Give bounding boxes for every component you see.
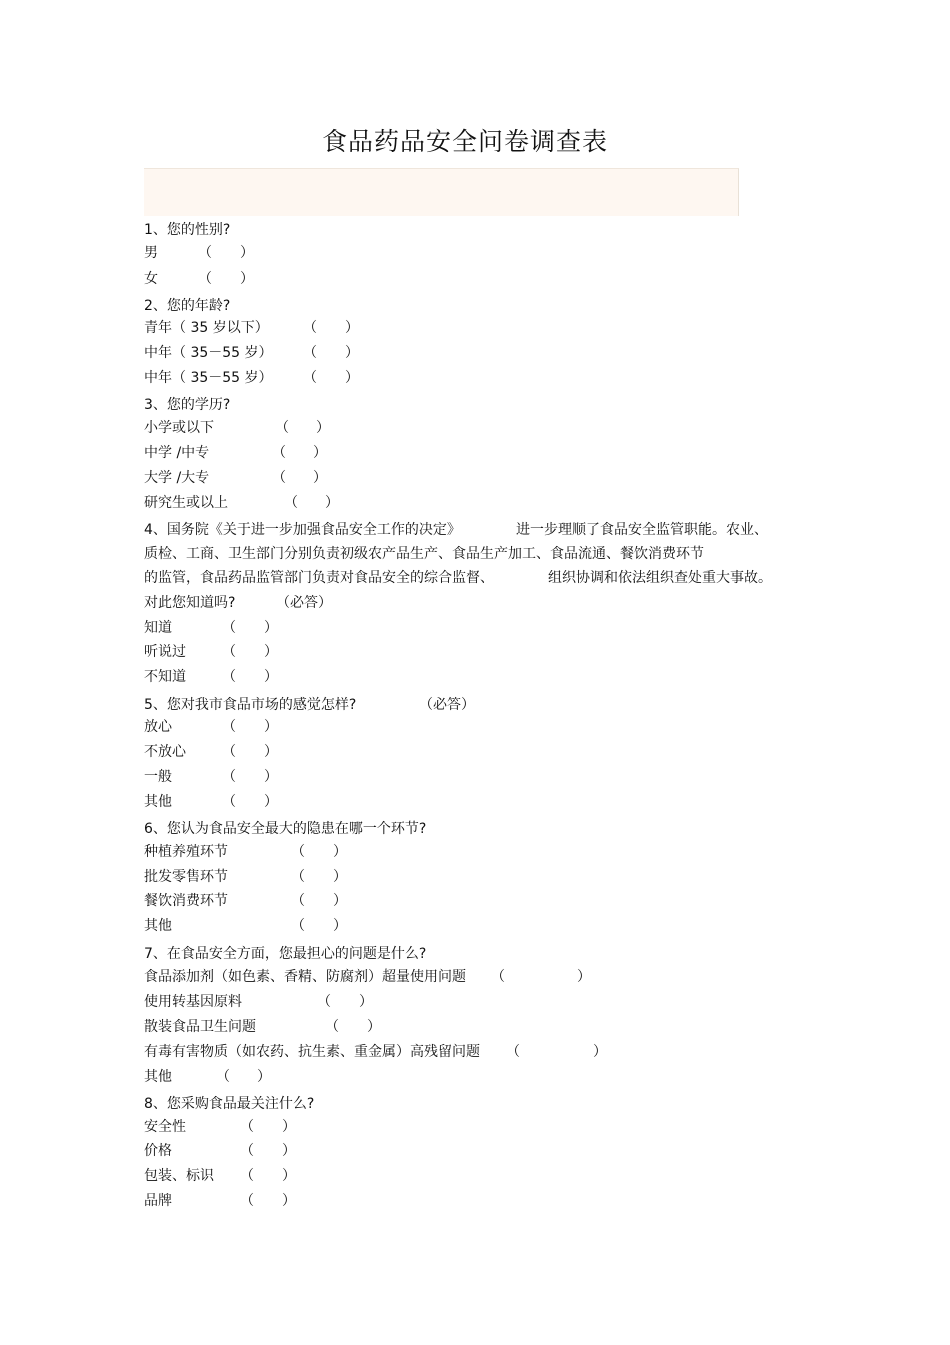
answer-blank-open: （ <box>222 669 236 685</box>
answer-blank-close: ） <box>333 918 347 934</box>
option-q8-4: 品牌 <box>144 1193 172 1209</box>
question-1: 1、您的性别? <box>144 222 231 238</box>
question-3: 3、您的学历? <box>144 397 231 413</box>
answer-blank-close: ） <box>313 470 327 486</box>
answer-blank-open: （ <box>222 620 236 636</box>
answer-blank-close: ） <box>359 994 373 1010</box>
answer-blank-close: ） <box>257 1069 271 1085</box>
option-q6-3: 餐饮消费环节 <box>144 893 228 909</box>
option-q1-2: 女 <box>144 271 158 287</box>
answer-blank-open: （ <box>272 445 286 461</box>
option-q2-2: 中年（ 35－55 岁） <box>144 345 273 361</box>
option-q3-2: 中学 /中专 <box>144 445 210 461</box>
option-q5-3: 一般 <box>144 769 172 785</box>
question-2: 2、您的年龄? <box>144 298 231 314</box>
question-8: 8、您采购食品最关注什么? <box>144 1096 315 1112</box>
answer-blank-open: （ <box>198 271 212 287</box>
answer-blank-open: （ <box>303 320 317 336</box>
option-q5-2: 不放心 <box>144 744 186 760</box>
question-4-line1a: 4、国务院《关于进一步加强食品安全工作的决定》 <box>144 522 461 538</box>
question-4-line1b: 进一步理顺了食品安全监管职能。农业、 <box>516 522 768 538</box>
option-q7-4: 有毒有害物质（如农药、抗生素、重金属）高残留问题 <box>144 1044 480 1060</box>
answer-blank-open: （ <box>303 345 317 361</box>
answer-blank-close: ） <box>345 345 359 361</box>
answer-blank-close: ） <box>264 719 278 735</box>
option-q7-2: 使用转基因原料 <box>144 994 242 1010</box>
answer-blank-close: ） <box>333 869 347 885</box>
answer-blank-open: （ <box>291 844 305 860</box>
option-q8-3: 包装、标识 <box>144 1168 214 1184</box>
option-q5-1: 放心 <box>144 719 172 735</box>
answer-blank-open: （ <box>291 869 305 885</box>
page-title: 食品药品安全问卷调查表 <box>321 127 608 156</box>
question-6: 6、您认为食品安全最大的隐患在哪一个环节? <box>144 821 427 837</box>
answer-blank-close: ） <box>577 969 591 985</box>
answer-blank-open: （ <box>303 370 317 386</box>
answer-blank-close: ） <box>313 445 327 461</box>
option-q7-1: 食品添加剂（如色素、香精、防腐剂）超量使用问题 <box>144 969 466 985</box>
question-4-line3a: 的监管，食品药品监管部门负责对食品安全的综合监督、 <box>144 570 494 586</box>
option-q4-3: 不知道 <box>144 669 186 685</box>
answer-blank-open: （ <box>222 644 236 660</box>
question-5-required: （必答） <box>419 697 475 713</box>
header-banner <box>144 168 739 216</box>
answer-blank-close: ） <box>333 893 347 909</box>
answer-blank-close: ） <box>240 271 254 287</box>
answer-blank-open: （ <box>222 719 236 735</box>
option-q6-1: 种植养殖环节 <box>144 844 228 860</box>
option-q6-4: 其他 <box>144 918 172 934</box>
question-4-line4a: 对此您知道吗? <box>144 595 236 611</box>
answer-blank-close: ） <box>264 620 278 636</box>
option-q7-5: 其他 <box>144 1069 172 1085</box>
answer-blank-open: （ <box>240 1143 254 1159</box>
answer-blank-close: ） <box>367 1019 381 1035</box>
answer-blank-close: ） <box>264 769 278 785</box>
answer-blank-close: ） <box>345 370 359 386</box>
answer-blank-open: （ <box>272 470 286 486</box>
answer-blank-open: （ <box>198 245 212 261</box>
answer-blank-open: （ <box>240 1193 254 1209</box>
question-5: 5、您对我市食品市场的感觉怎样? <box>144 697 357 713</box>
answer-blank-open: （ <box>240 1119 254 1135</box>
answer-blank-close: ） <box>264 644 278 660</box>
answer-blank-close: ） <box>282 1193 296 1209</box>
answer-blank-close: ） <box>345 320 359 336</box>
answer-blank-open: （ <box>222 794 236 810</box>
option-q6-2: 批发零售环节 <box>144 869 228 885</box>
option-q7-3: 散装食品卫生问题 <box>144 1019 256 1035</box>
answer-blank-open: （ <box>216 1069 230 1085</box>
answer-blank-open: （ <box>291 893 305 909</box>
option-q8-2: 价格 <box>144 1143 172 1159</box>
answer-blank-close: ） <box>282 1119 296 1135</box>
question-4-required: （必答） <box>276 595 332 611</box>
answer-blank-close: ） <box>282 1143 296 1159</box>
answer-blank-close: ） <box>264 794 278 810</box>
question-7: 7、在食品安全方面，您最担心的问题是什么? <box>144 946 427 962</box>
answer-blank-close: ） <box>264 669 278 685</box>
option-q4-1: 知道 <box>144 620 172 636</box>
answer-blank-open: （ <box>291 918 305 934</box>
answer-blank-close: ） <box>593 1044 607 1060</box>
answer-blank-open: （ <box>222 744 236 760</box>
answer-blank-open: （ <box>222 769 236 785</box>
answer-blank-open: （ <box>317 994 331 1010</box>
option-q3-4: 研究生或以上 <box>144 495 228 511</box>
answer-blank-close: ） <box>282 1168 296 1184</box>
answer-blank-open: （ <box>275 420 289 436</box>
answer-blank-close: ） <box>264 744 278 760</box>
option-q1-1: 男 <box>144 245 158 261</box>
answer-blank-open: （ <box>325 1019 339 1035</box>
answer-blank-open: （ <box>491 969 505 985</box>
answer-blank-open: （ <box>506 1044 520 1060</box>
answer-blank-close: ） <box>333 844 347 860</box>
answer-blank-open: （ <box>284 495 298 511</box>
option-q3-1: 小学或以下 <box>144 420 214 436</box>
answer-blank-open: （ <box>240 1168 254 1184</box>
answer-blank-close: ） <box>316 420 330 436</box>
option-q2-1: 青年（ 35 岁以下） <box>144 320 269 336</box>
option-q2-3: 中年（ 35－55 岁） <box>144 370 273 386</box>
answer-blank-close: ） <box>325 495 339 511</box>
option-q4-2: 听说过 <box>144 644 186 660</box>
option-q5-4: 其他 <box>144 794 172 810</box>
question-4-line2: 质检、工商、卫生部门分别负责初级农产品生产、食品生产加工、食品流通、餐饮消费环节 <box>144 546 704 562</box>
question-4-line3b: 组织协调和依法组织查处重大事故。 <box>548 570 772 586</box>
answer-blank-close: ） <box>240 245 254 261</box>
option-q8-1: 安全性 <box>144 1119 186 1135</box>
option-q3-3: 大学 /大专 <box>144 470 210 486</box>
